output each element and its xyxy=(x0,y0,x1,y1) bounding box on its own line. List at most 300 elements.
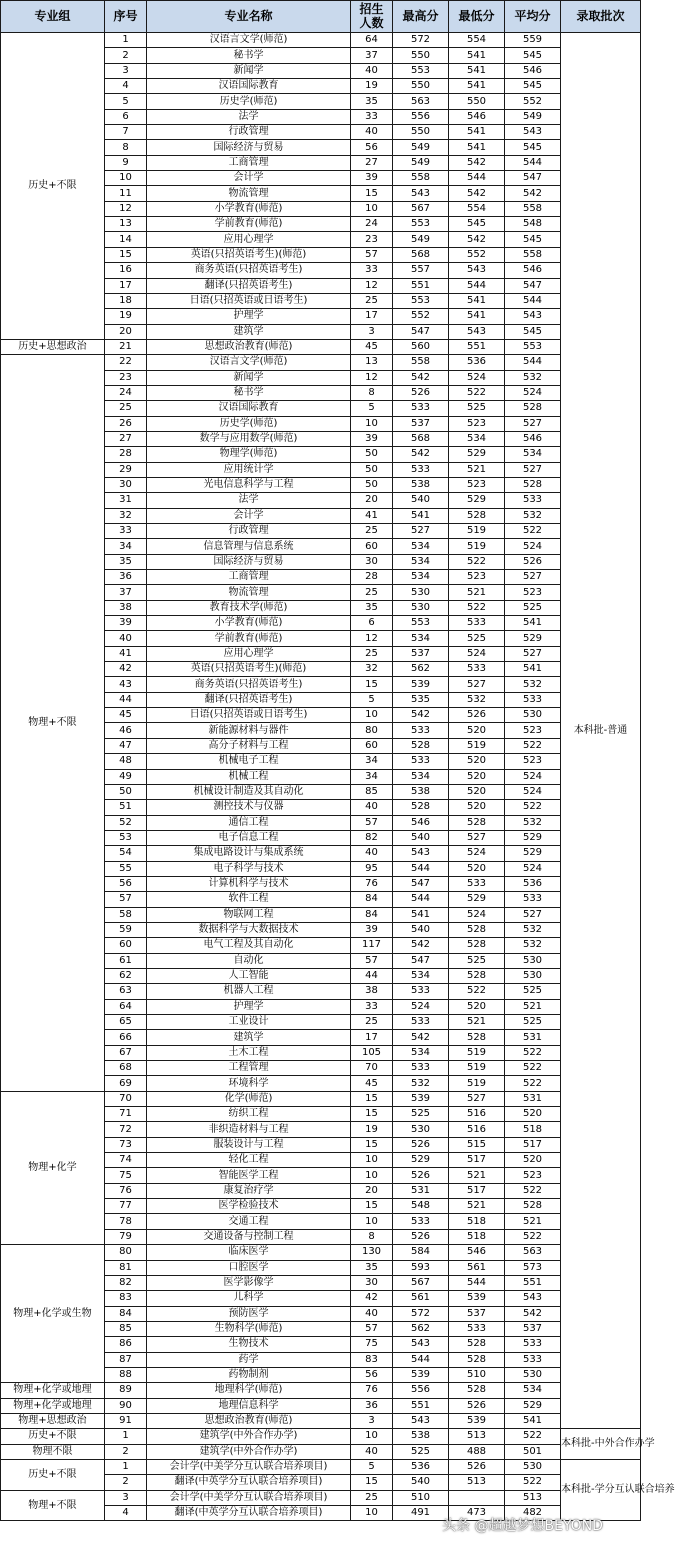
min-score-cell: 524 xyxy=(449,646,505,661)
avg-score-cell: 546 xyxy=(505,63,561,78)
min-score-cell: 520 xyxy=(449,723,505,738)
max-score-cell: 549 xyxy=(393,140,449,155)
major-name-cell: 新闻学 xyxy=(147,63,351,78)
major-name-cell: 儿科学 xyxy=(147,1291,351,1306)
quota-cell: 34 xyxy=(351,754,393,769)
seq-cell: 80 xyxy=(105,1245,147,1260)
quota-cell: 3 xyxy=(351,324,393,339)
major-name-cell: 思想政治教育(师范) xyxy=(147,339,351,354)
major-name-cell: 应用心理学 xyxy=(147,232,351,247)
quota-cell: 56 xyxy=(351,140,393,155)
avg-score-cell: 543 xyxy=(505,1291,561,1306)
max-score-cell: 526 xyxy=(393,1168,449,1183)
quota-cell: 84 xyxy=(351,907,393,922)
max-score-cell: 543 xyxy=(393,186,449,201)
min-score-cell: 546 xyxy=(449,109,505,124)
quota-cell: 25 xyxy=(351,1015,393,1030)
avg-score-cell: 544 xyxy=(505,155,561,170)
max-score-cell: 527 xyxy=(393,524,449,539)
avg-score-cell: 532 xyxy=(505,508,561,523)
max-score-cell: 543 xyxy=(393,1337,449,1352)
seq-cell: 91 xyxy=(105,1413,147,1428)
min-score-cell: 522 xyxy=(449,984,505,999)
quota-cell: 6 xyxy=(351,616,393,631)
min-score-cell: 518 xyxy=(449,1214,505,1229)
quota-cell: 33 xyxy=(351,263,393,278)
quota-cell: 95 xyxy=(351,861,393,876)
seq-cell: 77 xyxy=(105,1199,147,1214)
seq-cell: 83 xyxy=(105,1291,147,1306)
quota-cell: 34 xyxy=(351,769,393,784)
major-name-cell: 国际经济与贸易 xyxy=(147,140,351,155)
seq-cell: 33 xyxy=(105,524,147,539)
major-name-cell: 机械设计制造及其自动化 xyxy=(147,784,351,799)
min-score-cell: 529 xyxy=(449,493,505,508)
avg-score-cell: 544 xyxy=(505,355,561,370)
group-cell: 物理+化学或地理 xyxy=(1,1398,105,1413)
major-name-cell: 通信工程 xyxy=(147,815,351,830)
major-name-cell: 康复治疗学 xyxy=(147,1183,351,1198)
max-score-cell: 510 xyxy=(393,1490,449,1505)
group-cell: 物理+化学或生物 xyxy=(1,1245,105,1383)
avg-score-cell: 522 xyxy=(505,738,561,753)
seq-cell: 88 xyxy=(105,1367,147,1382)
min-score-cell xyxy=(449,1490,505,1505)
quota-cell: 30 xyxy=(351,554,393,569)
avg-score-cell: 543 xyxy=(505,309,561,324)
seq-cell: 42 xyxy=(105,662,147,677)
min-score-cell: 541 xyxy=(449,48,505,63)
min-score-cell: 542 xyxy=(449,232,505,247)
max-score-cell: 533 xyxy=(393,1015,449,1030)
avg-score-cell: 551 xyxy=(505,1275,561,1290)
major-name-cell: 软件工程 xyxy=(147,892,351,907)
quota-cell: 27 xyxy=(351,155,393,170)
min-score-cell: 542 xyxy=(449,155,505,170)
quota-cell: 56 xyxy=(351,1367,393,1382)
major-name-cell: 土木工程 xyxy=(147,1045,351,1060)
major-name-cell: 计算机科学与技术 xyxy=(147,876,351,891)
min-score-cell: 525 xyxy=(449,631,505,646)
major-name-cell: 英语(只招英语考生)(师范) xyxy=(147,247,351,262)
major-name-cell: 工程管理 xyxy=(147,1061,351,1076)
min-score-cell: 533 xyxy=(449,876,505,891)
major-name-cell: 信息管理与信息系统 xyxy=(147,539,351,554)
seq-cell: 5 xyxy=(105,94,147,109)
major-name-cell: 服装设计与工程 xyxy=(147,1137,351,1152)
quota-cell: 76 xyxy=(351,1383,393,1398)
avg-score-cell: 532 xyxy=(505,922,561,937)
major-name-cell: 地理科学(师范) xyxy=(147,1383,351,1398)
min-score-cell: 520 xyxy=(449,999,505,1014)
seq-cell: 48 xyxy=(105,754,147,769)
max-score-cell: 534 xyxy=(393,769,449,784)
max-score-cell: 550 xyxy=(393,48,449,63)
min-score-cell: 561 xyxy=(449,1260,505,1275)
seq-cell: 7 xyxy=(105,125,147,140)
max-score-cell: 568 xyxy=(393,431,449,446)
min-score-cell: 533 xyxy=(449,616,505,631)
seq-cell: 30 xyxy=(105,477,147,492)
quota-cell: 12 xyxy=(351,631,393,646)
max-score-cell: 535 xyxy=(393,692,449,707)
min-score-cell: 520 xyxy=(449,769,505,784)
quota-cell: 37 xyxy=(351,48,393,63)
quota-cell: 25 xyxy=(351,1490,393,1505)
major-name-cell: 日语(只招英语或日语考生) xyxy=(147,293,351,308)
major-name-cell: 自动化 xyxy=(147,953,351,968)
seq-cell: 90 xyxy=(105,1398,147,1413)
max-score-cell: 540 xyxy=(393,493,449,508)
min-score-cell: 473 xyxy=(449,1506,505,1521)
quota-cell: 75 xyxy=(351,1337,393,1352)
quota-cell: 15 xyxy=(351,1137,393,1152)
major-name-cell: 集成电路设计与集成系统 xyxy=(147,846,351,861)
min-score-cell: 526 xyxy=(449,1398,505,1413)
min-score-cell: 552 xyxy=(449,247,505,262)
table-row xyxy=(1,355,641,370)
major-name-cell: 行政管理 xyxy=(147,524,351,539)
quota-cell: 50 xyxy=(351,477,393,492)
major-name-cell: 智能医学工程 xyxy=(147,1168,351,1183)
quota-cell: 39 xyxy=(351,922,393,937)
major-name-cell: 护理学 xyxy=(147,309,351,324)
avg-score-cell: 549 xyxy=(505,109,561,124)
max-score-cell: 551 xyxy=(393,278,449,293)
seq-cell: 46 xyxy=(105,723,147,738)
avg-score-cell: 522 xyxy=(505,1183,561,1198)
major-name-cell: 会计学 xyxy=(147,171,351,186)
major-name-cell: 地理信息科学 xyxy=(147,1398,351,1413)
avg-score-cell: 553 xyxy=(505,339,561,354)
avg-score-cell: 532 xyxy=(505,677,561,692)
min-score-cell: 551 xyxy=(449,339,505,354)
max-score-cell: 534 xyxy=(393,968,449,983)
min-score-cell: 521 xyxy=(449,585,505,600)
quota-cell: 15 xyxy=(351,186,393,201)
avg-score-cell: 522 xyxy=(505,1475,561,1490)
min-score-cell: 520 xyxy=(449,784,505,799)
quota-cell: 45 xyxy=(351,1076,393,1091)
min-score-cell: 544 xyxy=(449,171,505,186)
min-score-cell: 517 xyxy=(449,1153,505,1168)
max-score-cell: 568 xyxy=(393,247,449,262)
min-score-cell: 522 xyxy=(449,554,505,569)
max-score-cell: 562 xyxy=(393,662,449,677)
table-row xyxy=(1,33,641,48)
min-score-cell: 513 xyxy=(449,1429,505,1444)
max-score-cell: 553 xyxy=(393,293,449,308)
avg-score-cell: 529 xyxy=(505,846,561,861)
avg-score-cell: 537 xyxy=(505,1321,561,1336)
avg-score-cell: 522 xyxy=(505,1229,561,1244)
major-name-cell: 数学与应用数学(师范) xyxy=(147,431,351,446)
major-name-cell: 生物科学(师范) xyxy=(147,1321,351,1336)
seq-cell: 16 xyxy=(105,263,147,278)
avg-score-cell: 542 xyxy=(505,1306,561,1321)
max-score-cell: 539 xyxy=(393,1091,449,1106)
group-cell: 历史+思想政治 xyxy=(1,339,105,354)
quota-cell: 15 xyxy=(351,1475,393,1490)
max-score-cell: 540 xyxy=(393,830,449,845)
min-score-cell: 516 xyxy=(449,1122,505,1137)
seq-cell: 37 xyxy=(105,585,147,600)
seq-cell: 31 xyxy=(105,493,147,508)
table-row xyxy=(1,1398,641,1413)
major-name-cell: 历史学(师范) xyxy=(147,94,351,109)
seq-cell: 45 xyxy=(105,708,147,723)
min-score-cell: 528 xyxy=(449,815,505,830)
seq-cell: 2 xyxy=(105,1444,147,1459)
quota-cell: 20 xyxy=(351,493,393,508)
major-name-cell: 预防医学 xyxy=(147,1306,351,1321)
max-score-cell: 553 xyxy=(393,616,449,631)
max-score-cell: 593 xyxy=(393,1260,449,1275)
avg-score-cell: 545 xyxy=(505,48,561,63)
header-seq: 序号 xyxy=(105,1,147,33)
min-score-cell: 521 xyxy=(449,1015,505,1030)
avg-score-cell: 548 xyxy=(505,217,561,232)
avg-score-cell: 543 xyxy=(505,125,561,140)
seq-cell: 1 xyxy=(105,33,147,48)
avg-score-cell: 545 xyxy=(505,324,561,339)
max-score-cell: 552 xyxy=(393,309,449,324)
major-name-cell: 药学 xyxy=(147,1352,351,1367)
max-score-cell: 544 xyxy=(393,861,449,876)
avg-score-cell: 558 xyxy=(505,247,561,262)
max-score-cell: 533 xyxy=(393,723,449,738)
seq-cell: 8 xyxy=(105,140,147,155)
quota-cell: 15 xyxy=(351,1091,393,1106)
avg-score-cell: 520 xyxy=(505,1153,561,1168)
avg-score-cell: 531 xyxy=(505,1030,561,1045)
seq-cell: 21 xyxy=(105,339,147,354)
min-score-cell: 520 xyxy=(449,861,505,876)
avg-score-cell: 531 xyxy=(505,1091,561,1106)
quota-cell: 35 xyxy=(351,600,393,615)
major-name-cell: 物联网工程 xyxy=(147,907,351,922)
avg-score-cell: 522 xyxy=(505,1429,561,1444)
min-score-cell: 520 xyxy=(449,800,505,815)
avg-score-cell: 573 xyxy=(505,1260,561,1275)
major-name-cell: 汉语国际教育 xyxy=(147,401,351,416)
max-score-cell: 534 xyxy=(393,539,449,554)
max-score-cell: 540 xyxy=(393,922,449,937)
quota-cell: 105 xyxy=(351,1045,393,1060)
max-score-cell: 561 xyxy=(393,1291,449,1306)
quota-cell: 39 xyxy=(351,171,393,186)
avg-score-cell: 523 xyxy=(505,754,561,769)
major-name-cell: 小学教育(师范) xyxy=(147,616,351,631)
min-score-cell: 516 xyxy=(449,1107,505,1122)
min-score-cell: 541 xyxy=(449,79,505,94)
max-score-cell: 558 xyxy=(393,355,449,370)
avg-score-cell: 530 xyxy=(505,1459,561,1474)
min-score-cell: 519 xyxy=(449,1076,505,1091)
min-score-cell: 533 xyxy=(449,662,505,677)
max-score-cell: 533 xyxy=(393,754,449,769)
max-score-cell: 553 xyxy=(393,63,449,78)
min-score-cell: 543 xyxy=(449,263,505,278)
header-quota-text: 招生人数 xyxy=(359,2,384,30)
min-score-cell: 527 xyxy=(449,677,505,692)
min-score-cell: 544 xyxy=(449,1275,505,1290)
quota-cell: 117 xyxy=(351,938,393,953)
quota-cell: 36 xyxy=(351,1398,393,1413)
min-score-cell: 523 xyxy=(449,570,505,585)
seq-cell: 9 xyxy=(105,155,147,170)
major-name-cell: 法学 xyxy=(147,109,351,124)
quota-cell: 8 xyxy=(351,385,393,400)
seq-cell: 63 xyxy=(105,984,147,999)
table-row xyxy=(1,1444,641,1459)
batch-cell: 本科批-普通 xyxy=(561,33,641,1429)
seq-cell: 64 xyxy=(105,999,147,1014)
avg-score-cell: 501 xyxy=(505,1444,561,1459)
avg-score-cell: 541 xyxy=(505,616,561,631)
min-score-cell: 541 xyxy=(449,140,505,155)
max-score-cell: 563 xyxy=(393,94,449,109)
seq-cell: 24 xyxy=(105,385,147,400)
max-score-cell: 537 xyxy=(393,416,449,431)
max-score-cell: 584 xyxy=(393,1245,449,1260)
avg-score-cell: 558 xyxy=(505,201,561,216)
quota-cell: 44 xyxy=(351,968,393,983)
major-name-cell: 翻译(只招英语考生) xyxy=(147,278,351,293)
min-score-cell: 541 xyxy=(449,293,505,308)
quota-cell: 12 xyxy=(351,278,393,293)
max-score-cell: 544 xyxy=(393,892,449,907)
seq-cell: 10 xyxy=(105,171,147,186)
max-score-cell: 529 xyxy=(393,1153,449,1168)
table-row xyxy=(1,1413,641,1428)
quota-cell: 40 xyxy=(351,63,393,78)
min-score-cell: 519 xyxy=(449,1061,505,1076)
seq-cell: 34 xyxy=(105,539,147,554)
min-score-cell: 534 xyxy=(449,431,505,446)
quota-cell: 15 xyxy=(351,677,393,692)
seq-cell: 57 xyxy=(105,892,147,907)
min-score-cell: 545 xyxy=(449,217,505,232)
quota-cell: 10 xyxy=(351,708,393,723)
quota-cell: 33 xyxy=(351,109,393,124)
group-cell: 物理不限 xyxy=(1,1444,105,1459)
max-score-cell: 526 xyxy=(393,1137,449,1152)
quota-cell: 70 xyxy=(351,1061,393,1076)
major-name-cell: 人工智能 xyxy=(147,968,351,983)
major-name-cell: 环境科学 xyxy=(147,1076,351,1091)
seq-cell: 68 xyxy=(105,1061,147,1076)
max-score-cell: 542 xyxy=(393,708,449,723)
min-score-cell: 528 xyxy=(449,1030,505,1045)
avg-score-cell: 530 xyxy=(505,953,561,968)
avg-score-cell: 533 xyxy=(505,692,561,707)
min-score-cell: 554 xyxy=(449,33,505,48)
max-score-cell: 556 xyxy=(393,1383,449,1398)
seq-cell: 22 xyxy=(105,355,147,370)
avg-score-cell: 522 xyxy=(505,524,561,539)
max-score-cell: 533 xyxy=(393,462,449,477)
avg-score-cell: 547 xyxy=(505,171,561,186)
seq-cell: 56 xyxy=(105,876,147,891)
min-score-cell: 522 xyxy=(449,385,505,400)
quota-cell: 83 xyxy=(351,1352,393,1367)
batch-cell: 本科批-中外合作办学 xyxy=(561,1429,641,1460)
major-name-cell: 轻化工程 xyxy=(147,1153,351,1168)
avg-score-cell: 522 xyxy=(505,1061,561,1076)
max-score-cell: 540 xyxy=(393,1475,449,1490)
seq-cell: 78 xyxy=(105,1214,147,1229)
seq-cell: 82 xyxy=(105,1275,147,1290)
avg-score-cell: 552 xyxy=(505,94,561,109)
min-score-cell: 539 xyxy=(449,1413,505,1428)
major-name-cell: 光电信息科学与工程 xyxy=(147,477,351,492)
quota-cell: 17 xyxy=(351,309,393,324)
max-score-cell: 550 xyxy=(393,79,449,94)
seq-cell: 67 xyxy=(105,1045,147,1060)
max-score-cell: 547 xyxy=(393,953,449,968)
avg-score-cell: 524 xyxy=(505,539,561,554)
seq-cell: 12 xyxy=(105,201,147,216)
major-name-cell: 会计学(中美学分互认联合培养项目) xyxy=(147,1490,351,1505)
seq-cell: 43 xyxy=(105,677,147,692)
avg-score-cell: 527 xyxy=(505,646,561,661)
quota-cell: 5 xyxy=(351,692,393,707)
major-name-cell: 机器人工程 xyxy=(147,984,351,999)
avg-score-cell: 532 xyxy=(505,815,561,830)
min-score-cell: 528 xyxy=(449,922,505,937)
avg-score-cell: 563 xyxy=(505,1245,561,1260)
seq-cell: 15 xyxy=(105,247,147,262)
quota-cell: 17 xyxy=(351,1030,393,1045)
avg-score-cell: 527 xyxy=(505,416,561,431)
group-cell: 物理+思想政治 xyxy=(1,1413,105,1428)
seq-cell: 50 xyxy=(105,784,147,799)
group-cell: 物理+化学或地理 xyxy=(1,1383,105,1398)
quota-cell: 40 xyxy=(351,846,393,861)
header-group: 专业组 xyxy=(1,1,105,33)
major-name-cell: 电子科学与技术 xyxy=(147,861,351,876)
avg-score-cell: 533 xyxy=(505,1337,561,1352)
seq-cell: 62 xyxy=(105,968,147,983)
quota-cell: 35 xyxy=(351,94,393,109)
seq-cell: 4 xyxy=(105,1506,147,1521)
max-score-cell: 538 xyxy=(393,477,449,492)
avg-score-cell: 524 xyxy=(505,784,561,799)
max-score-cell: 537 xyxy=(393,646,449,661)
major-name-cell: 生物技术 xyxy=(147,1337,351,1352)
quota-cell: 15 xyxy=(351,1107,393,1122)
avg-score-cell: 528 xyxy=(505,1199,561,1214)
avg-score-cell: 521 xyxy=(505,1214,561,1229)
major-name-cell: 英语(只招英语考生)(师范) xyxy=(147,662,351,677)
seq-cell: 2 xyxy=(105,1475,147,1490)
major-name-cell: 学前教育(师范) xyxy=(147,217,351,232)
min-score-cell: 528 xyxy=(449,938,505,953)
seq-cell: 39 xyxy=(105,616,147,631)
quota-cell: 39 xyxy=(351,431,393,446)
major-name-cell: 会计学(中美学分互认联合培养项目) xyxy=(147,1459,351,1474)
major-name-cell: 翻译(中英学分互认联合培养项目) xyxy=(147,1506,351,1521)
min-score-cell: 525 xyxy=(449,401,505,416)
major-name-cell: 高分子材料与工程 xyxy=(147,738,351,753)
seq-cell: 44 xyxy=(105,692,147,707)
min-score-cell: 539 xyxy=(449,1291,505,1306)
watermark-text: 头条 @超越梦想BEYOND xyxy=(442,1518,603,1534)
quota-cell: 3 xyxy=(351,1413,393,1428)
group-cell: 历史+不限 xyxy=(1,1459,105,1490)
min-score-cell: 528 xyxy=(449,1337,505,1352)
